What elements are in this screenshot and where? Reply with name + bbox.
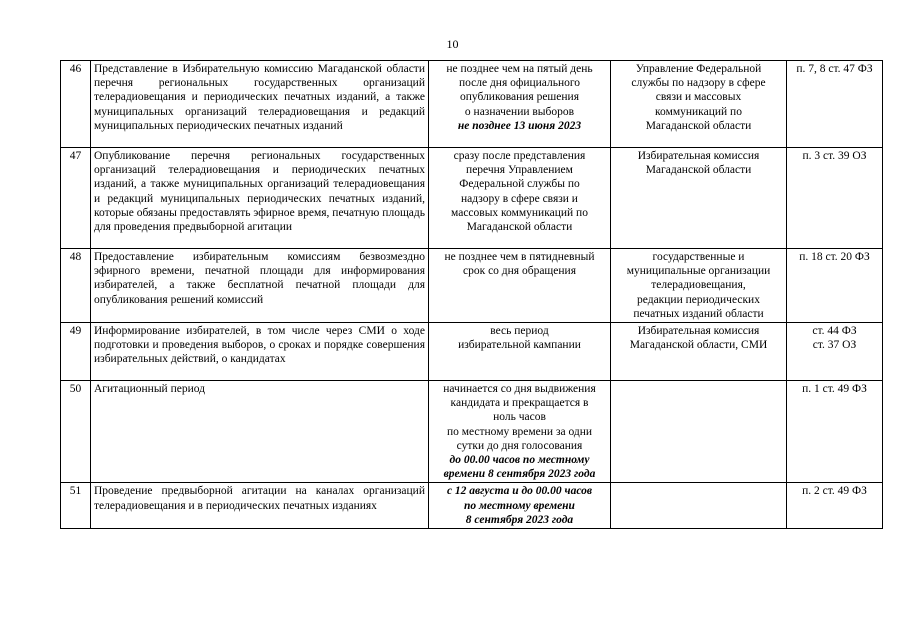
executor-line: редакции периодических [637,293,760,306]
event-cell: Проведение предвыборной агитации на каналах организаций телерадиовещания и в периодических печатных изданиях [91,483,429,529]
term-line: Магаданской области [466,221,573,234]
term-line: избирательной кампании [458,339,581,352]
law-reference: п. 7, 8 ст. 47 ФЗ [796,63,873,75]
event-cell: Агитационный период [91,381,429,483]
law-reference: ст. 37 ОЗ [812,339,857,352]
executor-line: телерадиовещания, [651,279,746,292]
executor-line: связи и массовых [655,91,742,104]
edge-cell [883,249,905,323]
executor-line: Магаданской области [645,119,752,132]
event-cell: Представление в Избирательную комиссию Магаданской области перечня региональных государственных организаций телерадиовещания и периодических печатных изданий, а также муниципальных организаций телерадиовещания и редакций муниципальных периодических печатных изданий [91,61,429,148]
term-cell [429,381,611,483]
term-deadline: до 00.00 часов по местному [449,454,590,467]
executor-line: государственные и [652,251,745,263]
law-reference-cell [787,249,883,323]
term-line: Федеральной службы по [459,178,580,191]
edge-cell [883,61,905,148]
executor-line: Избирательная комиссия [637,150,760,162]
executor-line: печатных изданий области [633,307,764,320]
event-cell: Информирование избирателей, в том числе через СМИ о ходе подготовки и проведения выборов, о сроках и порядке совершения избирательных действий, о кандидатах [91,323,429,381]
executor-line: Магаданской области, СМИ [629,339,768,352]
term-line: массовых коммуникаций по [451,206,588,219]
executor-line: Избирательная комиссия [637,325,760,338]
row-number: 47 [61,148,91,249]
executor-cell [611,249,787,323]
law-reference-cell [787,381,883,483]
edge-cell [883,148,905,249]
term-cell [429,323,611,381]
executor-line: коммуникаций по [655,105,742,118]
law-reference: п. 1 ст. 49 ФЗ [802,383,867,396]
term-deadline: по местному времени [464,499,575,512]
term-line: начинается со дня выдвижения [443,383,596,396]
election-schedule-table [60,60,905,529]
row-number: 49 [61,323,91,381]
law-reference-cell [787,148,883,249]
term-line: по местному времени за одни [446,425,593,438]
event-cell: Предоставление избирательным комиссиям безвозмездно эфирного времени, печатной площади для информирования избирателей, а также бесплатной печатной площади для опубликования решений комиссий [91,249,429,323]
term-deadline: с 12 августа и до 00.00 часов [446,485,593,498]
term-cell [429,148,611,249]
term-deadline: 8 сентября 2023 года [465,513,574,526]
term-deadline: времени 8 сентября 2023 года [443,468,596,481]
term-line: после дня официального [458,77,581,90]
event-cell: Опубликование перечня региональных государственных организаций телерадиовещания и периодических печатных изданий, а также муниципальных организаций телерадиовещания и редакций муниципальных периодических печатных изданий, которые обязаны предоставлять эфирное время, печатную площадь для проведения предвыборной агитации [91,148,429,249]
row-number: 50 [61,381,91,483]
executor-cell [611,61,787,148]
term-line: сутки до дня голосования [456,439,583,452]
executor-cell [611,381,787,483]
law-reference: п. 18 ст. 20 ФЗ [799,251,870,263]
term-line: весь период [490,325,549,338]
term-line: надзору в сфере связи и [461,192,578,205]
term-cell [429,61,611,148]
term-line: перечня Управлением [466,164,573,177]
row-number: 46 [61,61,91,148]
row-number: 51 [61,483,91,529]
executor-cell [611,148,787,249]
term-line: сразу после представления [453,150,586,162]
law-reference: п. 2 ст. 49 ФЗ [802,485,867,498]
law-reference: ст. 44 ФЗ [812,325,857,338]
term-line: ноль часов [493,411,546,424]
term-line: не позднее чем на пятый день [446,63,593,75]
edge-cell [883,323,905,381]
term-line: не позднее чем в пятидневный [444,251,595,263]
edge-cell [883,483,905,529]
law-reference-cell [787,61,883,148]
executor-line: Магаданской области [645,164,752,177]
term-line: срок со дня обращения [463,265,576,278]
table-row [61,61,905,148]
page-number: 10 [446,37,459,51]
table-row [61,323,905,381]
law-reference-cell [787,483,883,529]
executor-line: муниципальные организации [626,265,771,278]
table-row [61,249,905,323]
law-reference: п. 3 ст. 39 ОЗ [802,150,867,162]
executor-cell [611,483,787,529]
term-deadline: не позднее 13 июня 2023 [457,119,582,132]
executor-line: Управление Федеральной [635,63,762,75]
executor-cell [611,323,787,381]
table-row [61,148,905,249]
term-line: кандидата и прекращается в [450,397,589,410]
term-line: опубликования решения [460,91,579,104]
law-reference-cell [787,323,883,381]
row-number: 48 [61,249,91,323]
term-cell [429,483,611,529]
table-row [61,483,905,529]
edge-cell [883,381,905,483]
executor-line: службы по надзору в сфере [631,77,766,90]
term-cell [429,249,611,323]
table-row [61,381,905,483]
term-line: о назначении выборов [464,105,575,118]
